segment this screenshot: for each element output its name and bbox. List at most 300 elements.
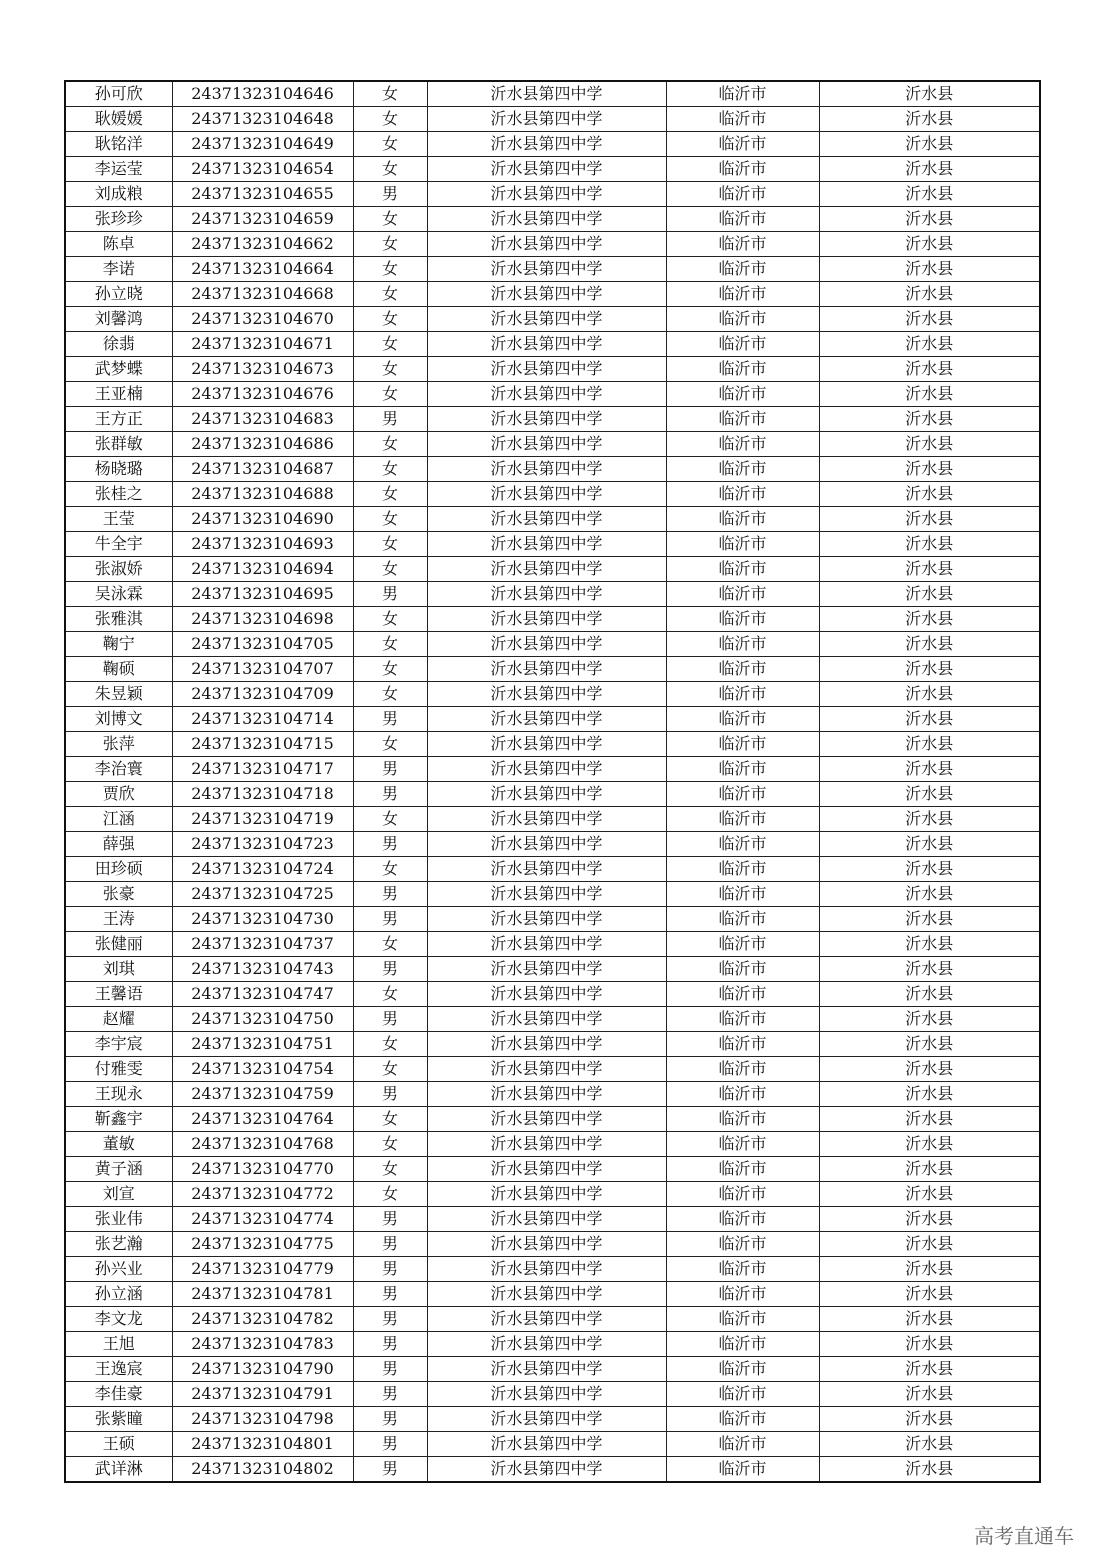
- cell-city: 临沂市: [666, 257, 819, 282]
- table-row: [65, 257, 1040, 282]
- cell-name: 张雅淇: [65, 607, 172, 632]
- cell-school: 沂水县第四中学: [427, 1307, 666, 1332]
- cell-gender: 男: [353, 1382, 427, 1407]
- cell-name: 杨晓璐: [65, 457, 172, 482]
- cell-county: 沂水县: [819, 882, 1040, 907]
- table-row: [65, 882, 1040, 907]
- cell-gender: 男: [353, 1357, 427, 1382]
- cell-city: 临沂市: [666, 332, 819, 357]
- cell-name: 李诺: [65, 257, 172, 282]
- cell-name: 董敏: [65, 1132, 172, 1157]
- cell-exam-id: 24371323104790: [172, 1357, 353, 1382]
- cell-county: 沂水县: [819, 1107, 1040, 1132]
- cell-school: 沂水县第四中学: [427, 657, 666, 682]
- cell-school: 沂水县第四中学: [427, 157, 666, 182]
- cell-name: 张健丽: [65, 932, 172, 957]
- cell-county: 沂水县: [819, 1357, 1040, 1382]
- cell-city: 临沂市: [666, 707, 819, 732]
- cell-name: 耿媛媛: [65, 107, 172, 132]
- cell-name: 王莹: [65, 507, 172, 532]
- cell-name: 靳鑫宇: [65, 1107, 172, 1132]
- cell-exam-id: 24371323104781: [172, 1282, 353, 1307]
- cell-name: 张艺瀚: [65, 1232, 172, 1257]
- cell-name: 张群敏: [65, 432, 172, 457]
- cell-exam-id: 24371323104662: [172, 232, 353, 257]
- cell-name: 刘博文: [65, 707, 172, 732]
- cell-city: 临沂市: [666, 1032, 819, 1057]
- cell-county: 沂水县: [819, 1032, 1040, 1057]
- cell-county: 沂水县: [819, 1007, 1040, 1032]
- cell-city: 临沂市: [666, 382, 819, 407]
- cell-exam-id: 24371323104695: [172, 582, 353, 607]
- cell-school: 沂水县第四中学: [427, 707, 666, 732]
- cell-city: 临沂市: [666, 682, 819, 707]
- cell-gender: 女: [353, 1157, 427, 1182]
- table-row: [65, 482, 1040, 507]
- cell-county: 沂水县: [819, 982, 1040, 1007]
- cell-exam-id: 24371323104694: [172, 557, 353, 582]
- cell-school: 沂水县第四中学: [427, 932, 666, 957]
- cell-exam-id: 24371323104791: [172, 1382, 353, 1407]
- cell-school: 沂水县第四中学: [427, 607, 666, 632]
- cell-city: 临沂市: [666, 81, 819, 107]
- cell-gender: 男: [353, 757, 427, 782]
- cell-name: 田珍硕: [65, 857, 172, 882]
- cell-gender: 女: [353, 232, 427, 257]
- cell-city: 临沂市: [666, 407, 819, 432]
- cell-county: 沂水县: [819, 607, 1040, 632]
- cell-gender: 男: [353, 1232, 427, 1257]
- cell-gender: 女: [353, 557, 427, 582]
- cell-school: 沂水县第四中学: [427, 1107, 666, 1132]
- cell-name: 王涛: [65, 907, 172, 932]
- cell-city: 临沂市: [666, 1107, 819, 1132]
- cell-gender: 女: [353, 1182, 427, 1207]
- table-row: [65, 607, 1040, 632]
- cell-exam-id: 24371323104772: [172, 1182, 353, 1207]
- cell-name: 孙立涵: [65, 1282, 172, 1307]
- table-row: [65, 432, 1040, 457]
- table-row: [65, 832, 1040, 857]
- cell-county: 沂水县: [819, 332, 1040, 357]
- cell-city: 临沂市: [666, 757, 819, 782]
- cell-county: 沂水县: [819, 857, 1040, 882]
- cell-gender: 女: [353, 107, 427, 132]
- table-row: [65, 1457, 1040, 1483]
- table-row: [65, 1407, 1040, 1432]
- cell-exam-id: 24371323104751: [172, 1032, 353, 1057]
- cell-name: 王旭: [65, 1332, 172, 1357]
- cell-gender: 女: [353, 507, 427, 532]
- table-row: [65, 1257, 1040, 1282]
- cell-county: 沂水县: [819, 757, 1040, 782]
- cell-school: 沂水县第四中学: [427, 357, 666, 382]
- cell-name: 李运莹: [65, 157, 172, 182]
- cell-city: 临沂市: [666, 782, 819, 807]
- cell-county: 沂水县: [819, 1382, 1040, 1407]
- cell-exam-id: 24371323104673: [172, 357, 353, 382]
- cell-city: 临沂市: [666, 1057, 819, 1082]
- cell-gender: 女: [353, 632, 427, 657]
- cell-name: 李宇宸: [65, 1032, 172, 1057]
- cell-exam-id: 24371323104725: [172, 882, 353, 907]
- table-row: [65, 1307, 1040, 1332]
- cell-county: 沂水县: [819, 1257, 1040, 1282]
- cell-county: 沂水县: [819, 1157, 1040, 1182]
- cell-county: 沂水县: [819, 557, 1040, 582]
- cell-gender: 男: [353, 1332, 427, 1357]
- cell-school: 沂水县第四中学: [427, 882, 666, 907]
- cell-city: 临沂市: [666, 507, 819, 532]
- cell-city: 临沂市: [666, 1307, 819, 1332]
- cell-gender: 男: [353, 1257, 427, 1282]
- cell-school: 沂水县第四中学: [427, 332, 666, 357]
- cell-name: 鞠硕: [65, 657, 172, 682]
- cell-school: 沂水县第四中学: [427, 982, 666, 1007]
- cell-gender: 女: [353, 732, 427, 757]
- table-row: [65, 1082, 1040, 1107]
- cell-school: 沂水县第四中学: [427, 1007, 666, 1032]
- cell-city: 临沂市: [666, 832, 819, 857]
- cell-county: 沂水县: [819, 1132, 1040, 1157]
- cell-exam-id: 24371323104730: [172, 907, 353, 932]
- cell-gender: 女: [353, 282, 427, 307]
- cell-name: 张萍: [65, 732, 172, 757]
- table-row: [65, 1382, 1040, 1407]
- cell-school: 沂水县第四中学: [427, 132, 666, 157]
- cell-name: 孙兴业: [65, 1257, 172, 1282]
- table-row: [65, 1432, 1040, 1457]
- cell-gender: 女: [353, 982, 427, 1007]
- cell-school: 沂水县第四中学: [427, 1457, 666, 1483]
- cell-gender: 男: [353, 782, 427, 807]
- cell-name: 付雅雯: [65, 1057, 172, 1082]
- cell-exam-id: 24371323104668: [172, 282, 353, 307]
- cell-city: 临沂市: [666, 1407, 819, 1432]
- cell-exam-id: 24371323104775: [172, 1232, 353, 1257]
- table-row: [65, 757, 1040, 782]
- cell-exam-id: 24371323104687: [172, 457, 353, 482]
- cell-exam-id: 24371323104683: [172, 407, 353, 432]
- cell-county: 沂水县: [819, 1057, 1040, 1082]
- cell-county: 沂水县: [819, 282, 1040, 307]
- cell-city: 临沂市: [666, 182, 819, 207]
- table-row: [65, 1182, 1040, 1207]
- cell-gender: 女: [353, 607, 427, 632]
- cell-school: 沂水县第四中学: [427, 1157, 666, 1182]
- cell-city: 临沂市: [666, 207, 819, 232]
- cell-city: 临沂市: [666, 1132, 819, 1157]
- cell-school: 沂水县第四中学: [427, 732, 666, 757]
- cell-city: 临沂市: [666, 1432, 819, 1457]
- cell-name: 李文龙: [65, 1307, 172, 1332]
- cell-exam-id: 24371323104754: [172, 1057, 353, 1082]
- cell-school: 沂水县第四中学: [427, 457, 666, 482]
- cell-gender: 女: [353, 857, 427, 882]
- cell-gender: 男: [353, 1207, 427, 1232]
- cell-gender: 男: [353, 907, 427, 932]
- cell-exam-id: 24371323104718: [172, 782, 353, 807]
- cell-school: 沂水县第四中学: [427, 1182, 666, 1207]
- cell-county: 沂水县: [819, 132, 1040, 157]
- cell-school: 沂水县第四中学: [427, 532, 666, 557]
- table-row: [65, 182, 1040, 207]
- table-row: [65, 132, 1040, 157]
- cell-county: 沂水县: [819, 582, 1040, 607]
- cell-city: 临沂市: [666, 482, 819, 507]
- cell-county: 沂水县: [819, 1182, 1040, 1207]
- cell-exam-id: 24371323104686: [172, 432, 353, 457]
- cell-county: 沂水县: [819, 907, 1040, 932]
- cell-name: 徐翡: [65, 332, 172, 357]
- cell-county: 沂水县: [819, 232, 1040, 257]
- roster-body: [65, 81, 1040, 1482]
- table-row: [65, 532, 1040, 557]
- cell-gender: 女: [353, 932, 427, 957]
- cell-name: 张淑娇: [65, 557, 172, 582]
- cell-name: 江涵: [65, 807, 172, 832]
- cell-city: 临沂市: [666, 657, 819, 682]
- cell-gender: 男: [353, 182, 427, 207]
- cell-gender: 男: [353, 1007, 427, 1032]
- table-row: [65, 1282, 1040, 1307]
- cell-exam-id: 24371323104743: [172, 957, 353, 982]
- table-row: [65, 1057, 1040, 1082]
- cell-school: 沂水县第四中学: [427, 232, 666, 257]
- cell-exam-id: 24371323104782: [172, 1307, 353, 1332]
- cell-school: 沂水县第四中学: [427, 182, 666, 207]
- cell-gender: 女: [353, 332, 427, 357]
- table-row: [65, 332, 1040, 357]
- table-row: [65, 1207, 1040, 1232]
- cell-gender: 男: [353, 1307, 427, 1332]
- cell-gender: 女: [353, 257, 427, 282]
- table-row: [65, 457, 1040, 482]
- cell-exam-id: 24371323104664: [172, 257, 353, 282]
- table-row: [65, 1157, 1040, 1182]
- cell-gender: 女: [353, 532, 427, 557]
- cell-county: 沂水县: [819, 432, 1040, 457]
- cell-city: 临沂市: [666, 282, 819, 307]
- cell-city: 临沂市: [666, 232, 819, 257]
- table-row: [65, 1107, 1040, 1132]
- cell-county: 沂水县: [819, 682, 1040, 707]
- cell-school: 沂水县第四中学: [427, 107, 666, 132]
- table-row: [65, 982, 1040, 1007]
- cell-school: 沂水县第四中学: [427, 407, 666, 432]
- cell-exam-id: 24371323104750: [172, 1007, 353, 1032]
- cell-exam-id: 24371323104671: [172, 332, 353, 357]
- cell-gender: 女: [353, 81, 427, 107]
- cell-city: 临沂市: [666, 132, 819, 157]
- cell-gender: 男: [353, 582, 427, 607]
- cell-school: 沂水县第四中学: [427, 282, 666, 307]
- table-row: [65, 232, 1040, 257]
- cell-gender: 男: [353, 957, 427, 982]
- cell-name: 李佳豪: [65, 1382, 172, 1407]
- cell-school: 沂水县第四中学: [427, 682, 666, 707]
- cell-name: 刘馨鸿: [65, 307, 172, 332]
- cell-school: 沂水县第四中学: [427, 807, 666, 832]
- table-row: [65, 907, 1040, 932]
- cell-county: 沂水县: [819, 182, 1040, 207]
- cell-exam-id: 24371323104768: [172, 1132, 353, 1157]
- cell-exam-id: 24371323104705: [172, 632, 353, 657]
- cell-city: 临沂市: [666, 457, 819, 482]
- cell-county: 沂水县: [819, 482, 1040, 507]
- cell-name: 张业伟: [65, 1207, 172, 1232]
- table-row: [65, 207, 1040, 232]
- cell-county: 沂水县: [819, 832, 1040, 857]
- cell-exam-id: 24371323104693: [172, 532, 353, 557]
- cell-school: 沂水县第四中学: [427, 632, 666, 657]
- cell-gender: 女: [353, 457, 427, 482]
- table-row: [65, 807, 1040, 832]
- cell-city: 临沂市: [666, 107, 819, 132]
- cell-school: 沂水县第四中学: [427, 1432, 666, 1457]
- cell-gender: 女: [353, 207, 427, 232]
- cell-county: 沂水县: [819, 457, 1040, 482]
- cell-city: 临沂市: [666, 432, 819, 457]
- cell-county: 沂水县: [819, 157, 1040, 182]
- cell-city: 临沂市: [666, 982, 819, 1007]
- cell-school: 沂水县第四中学: [427, 1232, 666, 1257]
- cell-school: 沂水县第四中学: [427, 432, 666, 457]
- cell-county: 沂水县: [819, 1332, 1040, 1357]
- cell-name: 贾欣: [65, 782, 172, 807]
- cell-gender: 女: [353, 382, 427, 407]
- cell-name: 刘成粮: [65, 182, 172, 207]
- cell-gender: 男: [353, 1457, 427, 1483]
- table-row: [65, 682, 1040, 707]
- cell-city: 临沂市: [666, 1232, 819, 1257]
- cell-county: 沂水县: [819, 632, 1040, 657]
- cell-gender: 男: [353, 1282, 427, 1307]
- cell-school: 沂水县第四中学: [427, 507, 666, 532]
- cell-school: 沂水县第四中学: [427, 1407, 666, 1432]
- table-row: [65, 657, 1040, 682]
- table-row: [65, 507, 1040, 532]
- cell-exam-id: 24371323104719: [172, 807, 353, 832]
- cell-city: 临沂市: [666, 557, 819, 582]
- cell-name: 李治寰: [65, 757, 172, 782]
- table-row: [65, 357, 1040, 382]
- table-row: [65, 81, 1040, 107]
- cell-exam-id: 24371323104688: [172, 482, 353, 507]
- cell-school: 沂水县第四中学: [427, 1257, 666, 1282]
- cell-gender: 男: [353, 707, 427, 732]
- table-row: [65, 782, 1040, 807]
- cell-county: 沂水县: [819, 207, 1040, 232]
- cell-city: 临沂市: [666, 1457, 819, 1483]
- cell-city: 临沂市: [666, 907, 819, 932]
- cell-school: 沂水县第四中学: [427, 1057, 666, 1082]
- cell-gender: 女: [353, 1057, 427, 1082]
- cell-gender: 男: [353, 1082, 427, 1107]
- table-row: [65, 1132, 1040, 1157]
- cell-exam-id: 24371323104759: [172, 1082, 353, 1107]
- cell-city: 临沂市: [666, 1007, 819, 1032]
- cell-school: 沂水县第四中学: [427, 1382, 666, 1407]
- cell-county: 沂水县: [819, 1457, 1040, 1483]
- cell-city: 临沂市: [666, 157, 819, 182]
- cell-school: 沂水县第四中学: [427, 1207, 666, 1232]
- cell-name: 赵耀: [65, 1007, 172, 1032]
- cell-gender: 女: [353, 1032, 427, 1057]
- cell-school: 沂水县第四中学: [427, 1132, 666, 1157]
- cell-school: 沂水县第四中学: [427, 307, 666, 332]
- cell-gender: 女: [353, 357, 427, 382]
- cell-gender: 女: [353, 1107, 427, 1132]
- cell-gender: 女: [353, 132, 427, 157]
- cell-city: 临沂市: [666, 732, 819, 757]
- table-row: [65, 557, 1040, 582]
- cell-county: 沂水县: [819, 1407, 1040, 1432]
- table-row: [65, 732, 1040, 757]
- table-row: [65, 157, 1040, 182]
- cell-exam-id: 24371323104654: [172, 157, 353, 182]
- cell-county: 沂水县: [819, 257, 1040, 282]
- cell-county: 沂水县: [819, 407, 1040, 432]
- cell-exam-id: 24371323104737: [172, 932, 353, 957]
- cell-exam-id: 24371323104709: [172, 682, 353, 707]
- cell-exam-id: 24371323104698: [172, 607, 353, 632]
- cell-gender: 女: [353, 307, 427, 332]
- cell-gender: 女: [353, 682, 427, 707]
- cell-exam-id: 24371323104707: [172, 657, 353, 682]
- cell-gender: 女: [353, 657, 427, 682]
- cell-city: 临沂市: [666, 1332, 819, 1357]
- cell-school: 沂水县第四中学: [427, 1332, 666, 1357]
- cell-gender: 女: [353, 1132, 427, 1157]
- cell-county: 沂水县: [819, 1282, 1040, 1307]
- cell-name: 武详淋: [65, 1457, 172, 1483]
- cell-city: 临沂市: [666, 857, 819, 882]
- cell-exam-id: 24371323104715: [172, 732, 353, 757]
- cell-name: 张豪: [65, 882, 172, 907]
- cell-exam-id: 24371323104783: [172, 1332, 353, 1357]
- cell-gender: 男: [353, 832, 427, 857]
- cell-city: 临沂市: [666, 532, 819, 557]
- cell-county: 沂水县: [819, 707, 1040, 732]
- cell-name: 张桂之: [65, 482, 172, 507]
- cell-school: 沂水县第四中学: [427, 257, 666, 282]
- table-row: [65, 707, 1040, 732]
- cell-name: 孙可欣: [65, 81, 172, 107]
- cell-name: 王亚楠: [65, 382, 172, 407]
- cell-school: 沂水县第四中学: [427, 557, 666, 582]
- cell-school: 沂水县第四中学: [427, 207, 666, 232]
- table-row: [65, 957, 1040, 982]
- cell-school: 沂水县第四中学: [427, 81, 666, 107]
- cell-county: 沂水县: [819, 532, 1040, 557]
- cell-name: 刘琪: [65, 957, 172, 982]
- table-row: [65, 282, 1040, 307]
- cell-city: 临沂市: [666, 957, 819, 982]
- table-row: [65, 1007, 1040, 1032]
- cell-exam-id: 24371323104717: [172, 757, 353, 782]
- cell-name: 刘宣: [65, 1182, 172, 1207]
- cell-city: 临沂市: [666, 932, 819, 957]
- cell-exam-id: 24371323104764: [172, 1107, 353, 1132]
- cell-name: 陈卓: [65, 232, 172, 257]
- cell-county: 沂水县: [819, 382, 1040, 407]
- cell-county: 沂水县: [819, 782, 1040, 807]
- cell-county: 沂水县: [819, 732, 1040, 757]
- cell-city: 临沂市: [666, 1157, 819, 1182]
- cell-county: 沂水县: [819, 1232, 1040, 1257]
- cell-gender: 女: [353, 807, 427, 832]
